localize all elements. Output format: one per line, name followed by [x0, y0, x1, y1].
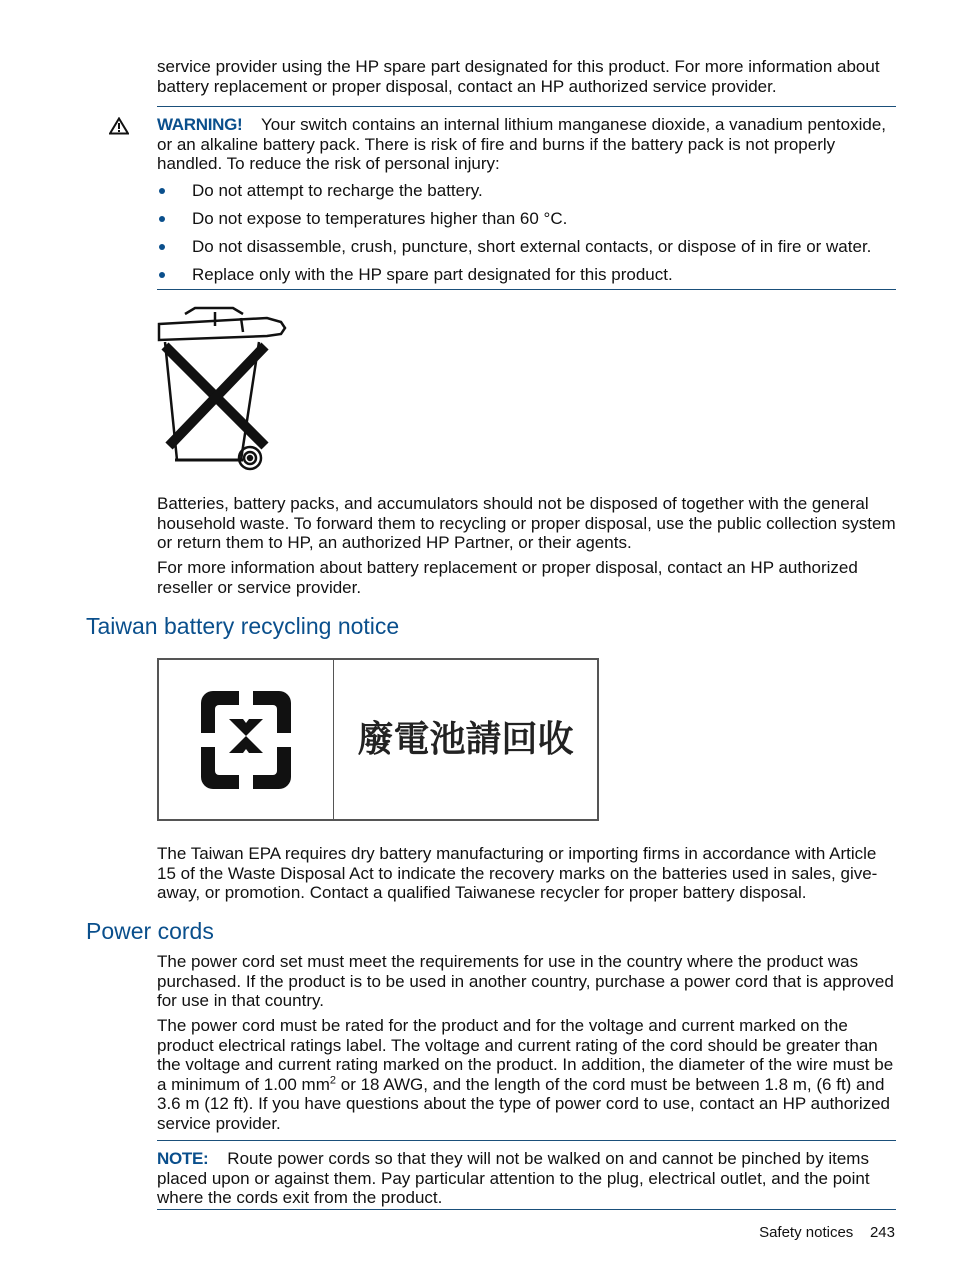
warning-top-rule — [157, 106, 896, 107]
warning-paragraph — [157, 115, 897, 174]
page-number: 243 — [869, 1224, 895, 1241]
power-cords-paragraph-2: The power cord must be rated for the product and for the voltage and current marked on the product electrical ratings label. The voltage and current rating of the cord should be greater than the voltage and current rating marked on the product. In addition, the diameter of the wire must be a minimum of 1.00 $mm^2$ or 18 AWG, and the length of the cord must be between 1.8 m, (6 ft) and 3.6 m (12 ft). If you have questions about the type of power cord to use, contact an HP authorized service provider. — [157, 1016, 894, 1133]
list-item: Replace only with the HP spare part designated for this product. — [157, 265, 897, 293]
bullet-icon — [159, 244, 165, 250]
power-cords-heading: Power cords — [86, 918, 214, 944]
warning-label: WARNING! — [157, 115, 243, 134]
taiwan-recycle-icon — [199, 689, 293, 791]
footer-section: Safety notices — [759, 1224, 854, 1241]
bullet-icon — [159, 188, 165, 194]
note-text: Route power cords so that they will not be walked on and cannot be pinched by items placed upon or against them. Pay particular attention to the plug, electrical outlet, and the point where the cords exit from the product. — [157, 1149, 870, 1207]
battery-info-paragraph: For more information about battery replacement or proper disposal, contact an HP authorized reseller or service provider. — [157, 558, 858, 597]
bullet-icon — [159, 216, 165, 222]
recycling-text-cell: 廢電池請回收 — [357, 717, 574, 760]
warning-list — [157, 181, 897, 293]
crossed-out-wheelie-bin-icon — [155, 306, 289, 474]
power-cords-paragraph-1: The power cord set must meet the requirements for use in the country where the product was purchased. If the product is to be used in another country, purchase a power cord that is approved for use in that country. — [157, 952, 894, 1010]
list-item: Do not attempt to recharge the battery. — [157, 181, 897, 209]
note-top-rule — [157, 1140, 896, 1141]
note-paragraph — [157, 1149, 897, 1208]
intro-paragraph: service provider using the HP spare part designated for this product. For more information about battery replacement or proper disposal, contact an HP authorized service provider. — [157, 57, 880, 96]
bullet-icon — [159, 272, 165, 278]
warning-bottom-rule — [157, 289, 896, 290]
recycling-symbol-cell — [159, 660, 334, 819]
note-bottom-rule — [157, 1209, 896, 1210]
taiwan-recycling-mark — [157, 658, 599, 821]
battery-disposal-paragraph: Batteries, battery packs, and accumulators should not be disposed of together with the general household waste. To forward them to recycling or proper disposal, use the public collection system or return them to HP, an authorized HP Partner, or their agents. — [157, 494, 896, 552]
warning-text: Your switch contains an internal lithium manganese dioxide, a vanadium pentoxide, or an alkaline battery pack. There is risk of fire and burns if the battery pack is not properly handled. To reduce the risk of personal injury: — [157, 115, 887, 173]
list-item: Do not disassemble, crush, puncture, short external contacts, or dispose of in fire or water. — [157, 237, 897, 265]
taiwan-heading: Taiwan battery recycling notice — [86, 613, 400, 639]
warning-triangle-icon — [109, 117, 129, 135]
list-item: Do not expose to temperatures higher than 60 °C. — [157, 209, 897, 237]
taiwan-paragraph: The Taiwan EPA requires dry battery manufacturing or importing firms in accordance with Article 15 of the Waste Disposal Act to indicate the recovery marks on the batteries used in sales, give-away, or promotion. Contact a qualified Taiwanese recycler for proper battery disposal. — [157, 844, 878, 902]
page-footer — [759, 1223, 895, 1243]
note-label: NOTE: — [157, 1149, 209, 1168]
